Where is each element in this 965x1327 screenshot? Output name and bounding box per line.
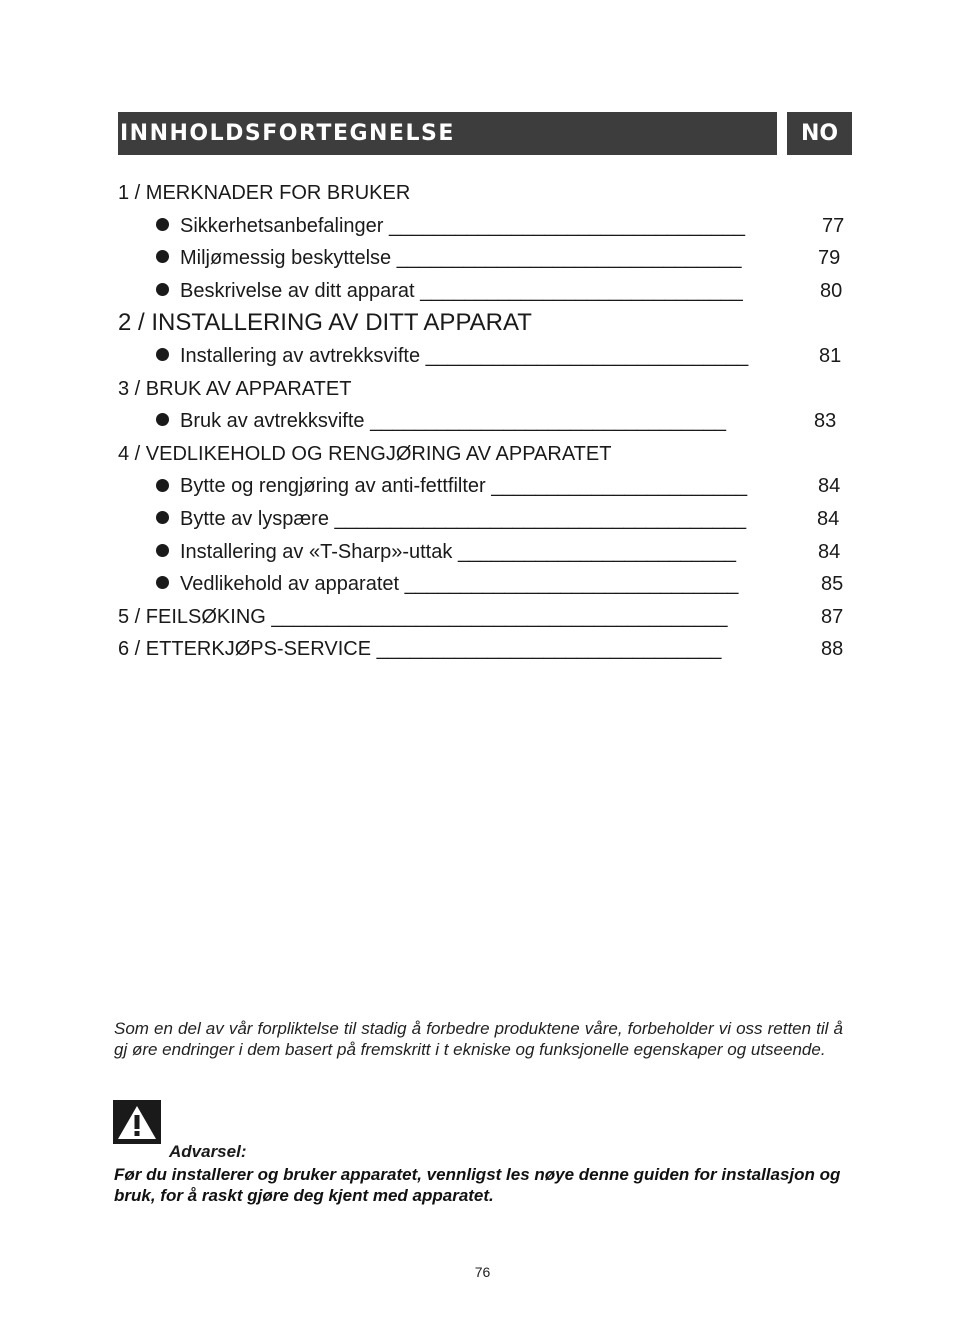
toc-section-1: 1 / MERKNADER FOR BRUKER <box>118 182 411 204</box>
toc-entry-label: Bruk av avtrekksvifte <box>180 410 365 433</box>
toc-row-13[interactable] <box>118 568 852 601</box>
toc-row-6[interactable] <box>118 340 852 373</box>
page-number: 76 <box>474 1264 491 1280</box>
toc-entry-label: Installering av avtrekksvifte <box>180 344 421 367</box>
leader-line: _____________________________ <box>425 344 749 367</box>
toc-page-number: 79 <box>818 247 841 270</box>
toc-section-2: 2 / INSTALLERING AV DITT APPARAT <box>118 309 532 337</box>
toc-page-number: 85 <box>821 573 844 596</box>
bullet-icon <box>156 283 169 296</box>
leader-line: _________________________ <box>457 540 737 563</box>
leader-line: _____________________________________ <box>334 507 747 530</box>
toc-page-number: 84 <box>818 475 841 498</box>
bullet-icon <box>156 413 169 426</box>
leader-line: _______________________________ <box>376 638 722 661</box>
toc-entry-label: Sikkerhetsanbefalinger <box>180 214 384 237</box>
toc-row-3[interactable] <box>118 242 852 275</box>
toc-row-4[interactable] <box>118 275 852 308</box>
toc-header <box>118 112 852 155</box>
leader-line: _________________________________________ <box>271 605 728 628</box>
warning-text: Før du installerer og bruker apparatet, vennligst les nøye denne guiden for installasjon og bruk, for å raskt gjøre deg kjent med apparatet. <box>114 1165 841 1205</box>
toc-section-5: 5 / FEILSØKING <box>118 605 266 628</box>
toc-row-10[interactable] <box>118 470 852 503</box>
toc-row-8[interactable] <box>118 405 852 438</box>
leader-line: ________________________________ <box>370 410 727 433</box>
leader-line: ________________________________ <box>389 214 745 237</box>
leader-line: _______________________ <box>491 475 748 498</box>
toc-row-2[interactable] <box>118 210 852 243</box>
bullet-icon <box>156 511 169 524</box>
language-badge: NO <box>787 112 852 155</box>
bullet-icon <box>156 348 169 361</box>
toc-page-number: 77 <box>822 214 845 237</box>
bullet-icon <box>156 544 169 557</box>
table-of-contents <box>118 177 852 666</box>
bullet-icon <box>156 576 169 589</box>
toc-page-number: 88 <box>821 638 844 661</box>
toc-row-5[interactable] <box>118 307 852 340</box>
toc-row-7[interactable] <box>118 373 852 406</box>
toc-page-number: 87 <box>821 605 844 628</box>
warning-triangle-icon <box>113 1100 161 1144</box>
page-title: INNHOLDSFORTEGNELSE <box>118 112 777 155</box>
toc-page-number: 80 <box>820 279 843 302</box>
toc-section-4: 4 / VEDLIKEHOLD OG RENGJØRING AV APPARATET <box>118 442 612 465</box>
toc-page-number: 84 <box>818 540 841 563</box>
toc-page-number: 81 <box>819 344 842 367</box>
leader-line: ______________________________ <box>404 573 739 596</box>
toc-entry-label: Beskrivelse av ditt apparat <box>180 279 415 302</box>
toc-row-15[interactable] <box>118 633 852 666</box>
toc-entry-label: Installering av «T-Sharp»-uttak <box>180 540 453 563</box>
toc-entry-label: Bytte og rengjøring av anti-fettfilter <box>180 475 486 498</box>
improvement-notice: Som en del av vår forpliktelse til stadig å forbedre produktene våre, forbeholder vi oss retten til å gj øre endringer i dem basert på fremskritt i t ekniske og funksjonelle egenskaper og utseende. <box>114 1019 843 1059</box>
toc-section-6: 6 / ETTERKJØPS-SERVICE <box>118 638 372 661</box>
toc-row-1[interactable] <box>118 177 852 210</box>
toc-entry-label: Miljømessig beskyttelse <box>180 247 392 270</box>
toc-page-number: 83 <box>814 410 837 433</box>
toc-entry-label: Vedlikehold av apparatet <box>180 573 400 596</box>
bullet-icon <box>156 250 169 263</box>
toc-row-9[interactable] <box>118 438 852 471</box>
toc-row-11[interactable] <box>118 503 852 536</box>
leader-line: _____________________________ <box>420 279 743 302</box>
toc-row-12[interactable] <box>118 536 852 569</box>
toc-section-3: 3 / BRUK AV APPARATET <box>118 377 352 400</box>
toc-entry-label: Bytte av lyspære <box>180 507 329 530</box>
leader-line: _______________________________ <box>396 247 742 270</box>
warning-label: Advarsel: <box>169 1142 247 1161</box>
bullet-icon <box>156 218 169 231</box>
toc-row-14[interactable] <box>118 601 852 634</box>
toc-page-number: 84 <box>817 507 840 530</box>
bullet-icon <box>156 479 169 492</box>
